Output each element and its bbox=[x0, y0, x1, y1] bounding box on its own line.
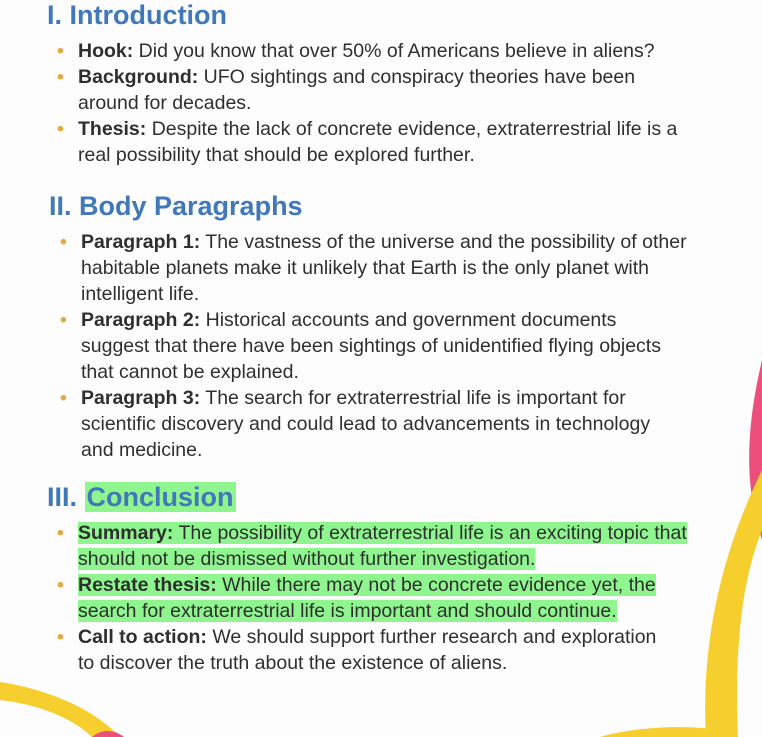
introduction-heading: I. Introduction bbox=[47, 0, 227, 30]
list-item bbox=[57, 624, 678, 676]
body-list bbox=[60, 229, 729, 463]
list-item bbox=[57, 116, 698, 168]
item-text: Did you know that over 50% of Americans believe in aliens? bbox=[133, 40, 655, 62]
yellow-dot-shape bbox=[6, 686, 18, 698]
pink-swoosh-shape bbox=[749, 360, 762, 540]
conclusion-heading-prefix: III. bbox=[47, 482, 78, 512]
bullet-icon: • bbox=[57, 118, 64, 140]
item-text: The search for extraterrestrial life is important for scientific discovery and could lead to advancements in technology and medicine. bbox=[81, 387, 651, 461]
body-section bbox=[49, 191, 729, 463]
item-text: Historical accounts and government documents suggest that there have been sightings of unidentified flying objects that cannot be explained. bbox=[81, 309, 661, 383]
yellow-curl-shape bbox=[0, 682, 120, 737]
bullet-icon: • bbox=[60, 309, 67, 331]
list-item bbox=[57, 520, 693, 572]
item-term: Background: bbox=[78, 66, 199, 88]
list-item bbox=[60, 385, 681, 463]
item-text: While there may not be concrete evidence yet, the search for extraterrestrial life is important and should continue. bbox=[78, 574, 656, 622]
highlighted-text bbox=[78, 574, 656, 622]
list-item bbox=[60, 307, 681, 385]
list-item bbox=[57, 64, 678, 116]
yellow-arc-bottom-shape bbox=[600, 727, 720, 737]
bullet-icon: • bbox=[57, 574, 64, 596]
pink-corner-shape bbox=[92, 731, 124, 737]
item-term: Restate thesis: bbox=[78, 574, 217, 596]
introduction-section bbox=[47, 0, 727, 168]
item-term: Hook: bbox=[78, 40, 134, 62]
item-term: Call to action: bbox=[78, 626, 207, 648]
bullet-icon: • bbox=[60, 231, 67, 253]
conclusion-list bbox=[57, 520, 737, 676]
item-term: Summary: bbox=[78, 522, 174, 544]
conclusion-heading bbox=[47, 482, 737, 512]
item-text: Despite the lack of concrete evidence, extraterrestrial life is a real possibility that should be explored further. bbox=[78, 118, 678, 166]
item-text: UFO sightings and conspiracy theories have been around for decades. bbox=[78, 66, 636, 114]
bullet-icon: • bbox=[57, 40, 64, 62]
introduction-list bbox=[57, 38, 727, 168]
conclusion-heading-word: Conclusion bbox=[86, 482, 234, 512]
list-item bbox=[57, 572, 703, 624]
item-text: The possibility of extraterrestrial life is an exciting topic that should not be dismissed without further investigation. bbox=[78, 522, 687, 570]
item-term: Paragraph 2: bbox=[81, 309, 201, 331]
bullet-icon: • bbox=[57, 522, 64, 544]
highlighted-text bbox=[78, 522, 687, 570]
item-term: Thesis: bbox=[78, 118, 147, 140]
bullet-icon: • bbox=[57, 626, 64, 648]
item-term: Paragraph 1: bbox=[81, 231, 201, 253]
conclusion-section bbox=[47, 482, 737, 676]
list-item bbox=[57, 38, 727, 64]
list-item bbox=[60, 229, 691, 307]
bullet-icon: • bbox=[57, 66, 64, 88]
item-text: We should support further research and exploration to discover the truth about the existence of aliens. bbox=[78, 626, 657, 674]
body-heading: II. Body Paragraphs bbox=[49, 191, 303, 221]
item-text: The vastness of the universe and the possibility of other habitable planets make it unlikely that Earth is the only planet with intelligent life. bbox=[81, 231, 687, 305]
bullet-icon: • bbox=[60, 387, 67, 409]
item-term: Paragraph 3: bbox=[81, 387, 201, 409]
